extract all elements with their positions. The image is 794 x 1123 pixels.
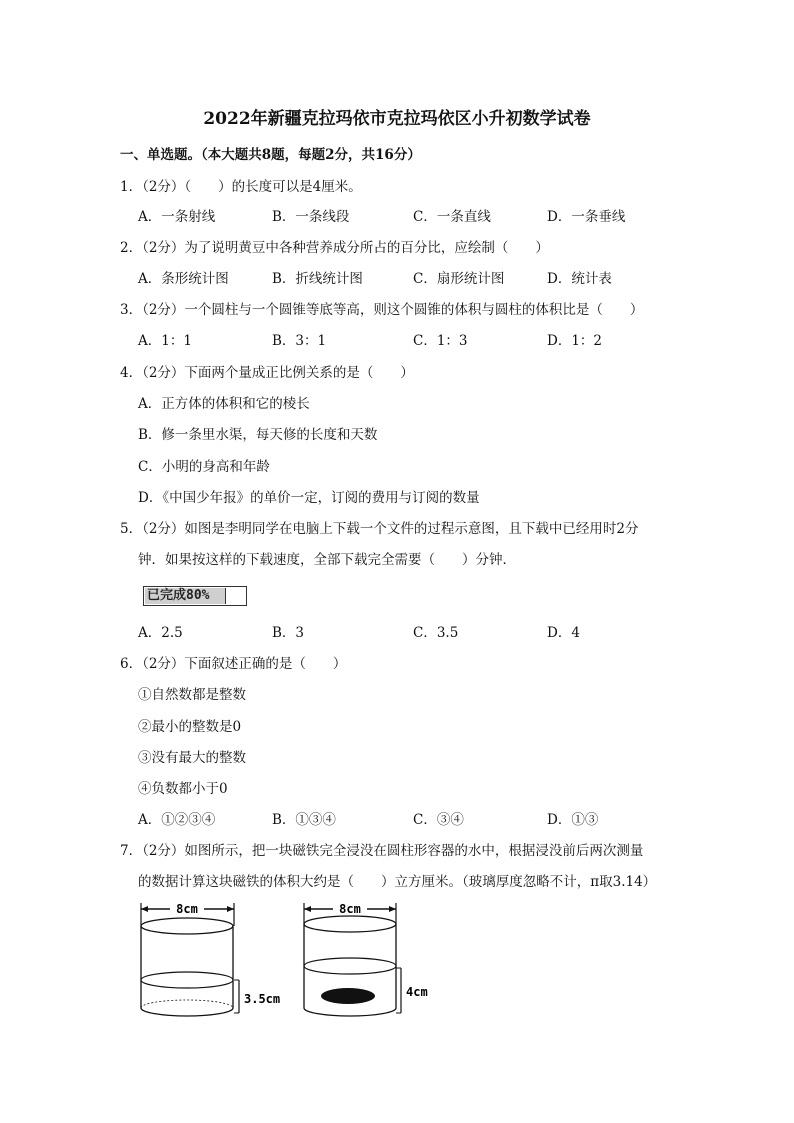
- q6-option-a[interactable]: A．①②③④: [138, 812, 216, 828]
- question-7-stem-line2: 的数据计算这块磁铁的体积大约是（ ）立方厘米。（玻璃厚度忽略不计，π取3.14）: [138, 874, 657, 890]
- question-7-stem-line1: 7．（2分）如图所示，把一块磁铁完全浸没在圆柱形容器的水中，根据浸没前后两次测量: [120, 843, 644, 859]
- q1-option-c[interactable]: C．一条直线: [413, 209, 491, 225]
- page-title: 2022年新疆克拉玛依市克拉玛依区小升初数学试卷: [203, 109, 591, 129]
- q6-statement-2: ②最小的整数是0: [138, 719, 242, 735]
- question-1-stem: 1．（2分）（ ）的长度可以是4厘米。: [120, 179, 362, 195]
- q1-option-b[interactable]: B．一条线段: [272, 209, 350, 225]
- q5-option-a[interactable]: A．2.5: [138, 625, 183, 641]
- cylinder-after-figure: [296, 900, 456, 1020]
- q6-option-d[interactable]: D．①③: [547, 812, 599, 828]
- progress-text: 已完成80%: [147, 588, 210, 603]
- q3-option-d[interactable]: D．1：2: [547, 333, 603, 349]
- q6-statement-1: ①自然数都是整数: [138, 687, 246, 703]
- left-height-label: 3.5cm: [244, 992, 281, 1006]
- q3-option-a[interactable]: A．1：1: [138, 333, 192, 349]
- q3-option-c[interactable]: C．1：3: [413, 333, 468, 349]
- q5-option-b[interactable]: B．3: [272, 625, 305, 641]
- q4-option-a[interactable]: A．正方体的体积和它的棱长: [138, 396, 310, 412]
- q3-option-b[interactable]: B．3：1: [272, 333, 327, 349]
- q2-option-b[interactable]: B．折线统计图: [272, 271, 363, 287]
- question-2-stem: 2．（2分）为了说明黄豆中各种营养成分所占的百分比，应绘制（ ）: [120, 240, 549, 256]
- q5-option-c[interactable]: C．3.5: [413, 625, 459, 641]
- right-width-label: 8cm: [339, 902, 361, 916]
- question-5-stem-line2: 钟．如果按这样的下载速度，全部下载完全需要（ ）分钟．: [138, 552, 516, 568]
- q4-option-b[interactable]: B．修一条里水渠，每天修的长度和天数: [138, 427, 378, 443]
- q2-option-d[interactable]: D．统计表: [547, 271, 612, 287]
- question-3-stem: 3．（2分）一个圆柱与一个圆锥等底等高，则这个圆锥的体积与圆柱的体积比是（ ）: [120, 302, 644, 318]
- section-heading: 一、单选题。（本大题共8题，每题2分，共16分）: [120, 147, 421, 163]
- q6-option-c[interactable]: C．③④: [413, 812, 464, 828]
- q2-option-a[interactable]: A．条形统计图: [138, 271, 229, 287]
- q2-option-c[interactable]: C．扇形统计图: [413, 271, 505, 287]
- q4-option-c[interactable]: C．小明的身高和年龄: [138, 459, 270, 475]
- q6-statement-4: ④负数都小于0: [138, 781, 228, 797]
- download-progress-bar: [143, 586, 247, 606]
- magnet-shape: [321, 988, 375, 1004]
- q6-statement-3: ③没有最大的整数: [138, 750, 246, 766]
- left-width-label: 8cm: [176, 902, 198, 916]
- cylinder-before-figure: [136, 900, 306, 1020]
- q4-option-d[interactable]: D．《中国少年报》的单价一定，订阅的费用与订阅的数量: [138, 490, 480, 506]
- question-5-stem-line1: 5．（2分）如图是李明同学在电脑上下载一个文件的过程示意图，且下载中已经用时2分: [120, 521, 639, 537]
- q6-option-b[interactable]: B．①③④: [272, 812, 336, 828]
- q1-option-d[interactable]: D．一条垂线: [547, 209, 626, 225]
- q1-option-a[interactable]: A．一条射线: [138, 209, 216, 225]
- question-4-stem: 4．（2分）下面两个量成正比例关系的是（ ）: [120, 365, 414, 381]
- right-height-label: 4cm: [406, 985, 428, 999]
- question-6-stem: 6．（2分）下面叙述正确的是（ ）: [120, 656, 347, 672]
- q5-option-d[interactable]: D．4: [547, 625, 580, 641]
